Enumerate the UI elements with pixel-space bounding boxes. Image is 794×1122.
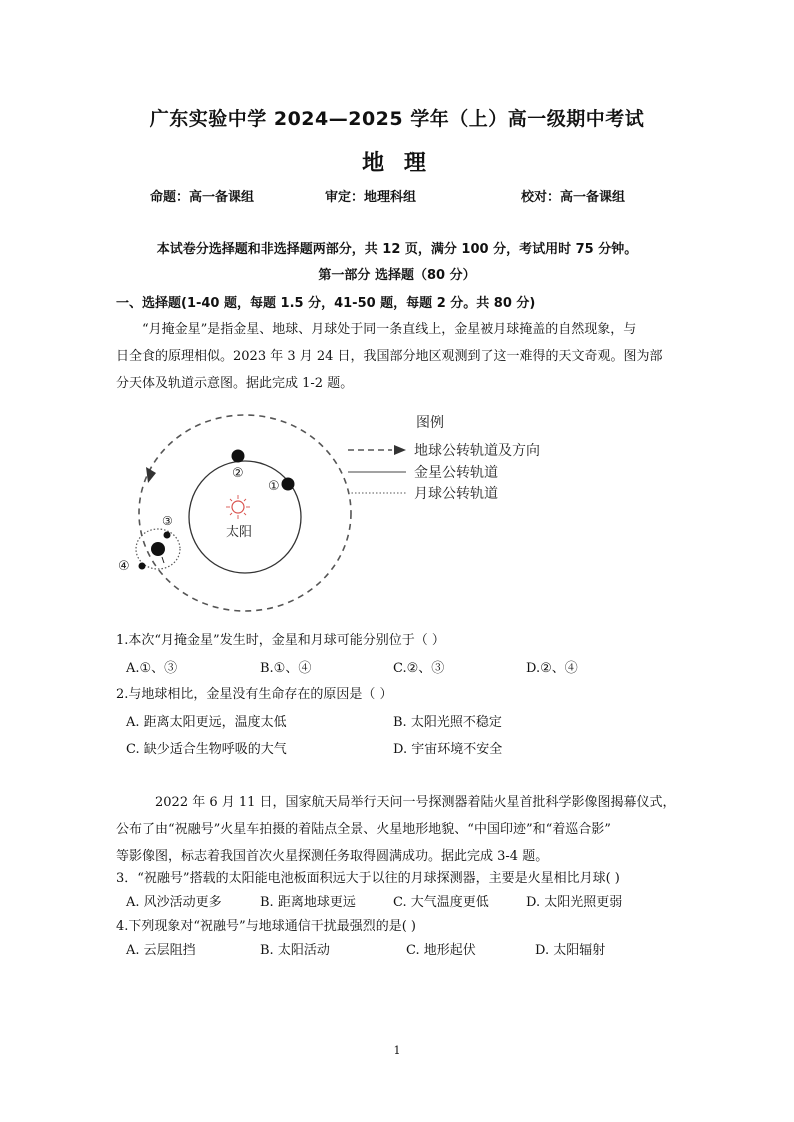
legend-earth-orbit: 地球公转轨道及方向 [414,443,540,459]
marker-1: ① [268,479,280,494]
moon-position-3 [164,532,171,539]
passage-line: “月掩金星”是指金星、地球、月球处于同一条直线上，金星被月球掩盖的自然现象，与 [142,322,637,337]
earth-body [151,542,165,556]
legend-title: 图例 [416,415,444,431]
passage-line: 等影像图，标志着我国首次火星探测任务取得圆满成功。据此完成 3-4 题。 [116,849,549,864]
earth-tick [162,557,164,563]
question-3-stem: 3．“祝融号”搭载的太阳能电池板面积远大于以往的月球探测器，主要是火星相比月球( ) [116,871,620,886]
question-3-option-c: C. 大气温度更低 [393,895,489,910]
question-4-option-b: B. 太阳活动 [260,943,330,958]
credit-author: 命题：高一备课组 [150,190,255,205]
marker-4: ④ [118,559,130,574]
earth-orbit-arrow [146,467,156,483]
question-4-option-a: A. 云层阻挡 [126,943,196,958]
legend-arrow-icon [394,445,406,455]
question-4-option-d: D. 太阳辐射 [535,943,606,958]
passage-line: 日全食的原理相似。2023 年 3 月 24 日，我国部分地区观测到了这一难得的天文奇观。图为部 [116,349,663,364]
exam-title: 广东实验中学 2024—2025 学年（上）高一级期中考试 [149,108,645,130]
question-2-stem: 2.与地球相比，金星没有生命存在的原因是（ ） [116,687,393,702]
passage-1 [116,316,676,397]
moon-position-4 [139,563,146,570]
credit-reviewer: 审定：地理科组 [325,190,417,205]
passage-line: 分天体及轨道示意图。据此完成 1-2 题。 [116,376,354,391]
question-1-option-b: B.①、④ [260,661,312,676]
credit-proofreader: 校对：高一备课组 [521,190,626,205]
marker-3: ③ [162,514,173,528]
part-heading: 第一部分 选择题（80 分） [318,268,476,283]
question-2-option-c: C. 缺少适合生物呼吸的大气 [126,742,287,757]
sun-label: 太阳 [226,525,253,540]
page-number: 1 [393,1044,401,1057]
question-4-stem: 4.下列现象对“祝融号”与地球通信干扰最强烈的是( ) [116,919,416,934]
marker-2: ② [232,466,244,481]
question-2-option-d: D. 宇宙环境不安全 [393,742,503,757]
section-heading: 一、选择题(1-40 题，每题 1.5 分，41-50 题，每题 2 分。共 80 分) [116,296,536,311]
question-3-option-d: D. 太阳光照更弱 [526,895,623,910]
question-4-option-c: C. 地形起伏 [406,943,476,958]
subject-title: 地 理 [362,151,432,176]
sun-icon [226,495,250,519]
question-2-option-b: B. 太阳光照不稳定 [393,715,502,730]
question-1-option-a: A.①、③ [126,661,178,676]
question-3-option-b: B. 距离地球更远 [260,895,356,910]
passage-line: 2022 年 6 月 11 日，国家航天局举行天问一号探测器着陆火星首批科学影像图揭幕仪式， [155,795,676,810]
question-1-option-d: D.②、④ [526,661,578,676]
legend-moon-orbit: 月球公转轨道 [414,486,498,502]
orbit-diagram [110,405,580,615]
passage-line: 公布了由“祝融号”火星车拍摄的着陆点全景、火星地形地貌、“中国印迹”和“着巡合影” [116,822,611,837]
exam-instructions: 本试卷分选择题和非选择题两部分，共 12 页，满分 100 分，考试用时 75 分钟。 [156,242,638,257]
venus-orbit [189,461,301,573]
passage-2 [116,789,676,870]
question-1-stem: 1.本次“月掩金星”发生时，金星和月球可能分别位于（ ） [116,633,445,648]
question-1-option-c: C.②、③ [393,661,445,676]
legend-venus-orbit: 金星公转轨道 [414,465,498,481]
venus-position-2 [232,450,245,463]
venus-position-1 [282,478,295,491]
question-3-option-a: A. 风沙活动更多 [126,895,222,910]
question-2-option-a: A. 距离太阳更远，温度太低 [126,715,287,730]
earth-orbit [139,415,351,611]
